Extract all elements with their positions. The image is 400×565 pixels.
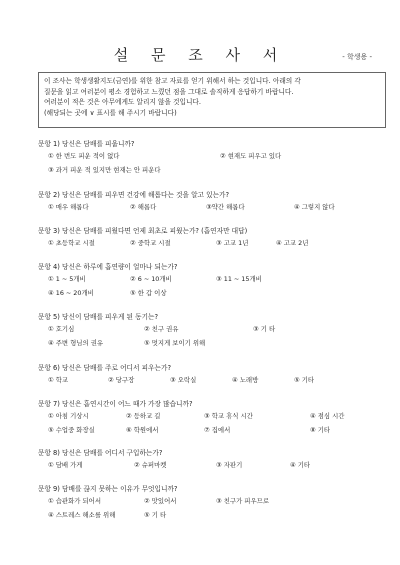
answer-option[interactable]: ② 현재도 피우고 있다: [220, 152, 282, 160]
option-row: [38, 460, 388, 472]
answer-option[interactable]: ② 등하교 길: [126, 412, 161, 420]
answer-option[interactable]: ③ 과거 피운 적 있지만 현재는 안 피운다: [48, 166, 161, 174]
answer-option[interactable]: ④ 기타: [290, 461, 311, 469]
question-7: [38, 400, 388, 437]
intro-line: 여러분이 적은 것은 아무에게도 알리지 않을 것입니다.: [44, 98, 202, 106]
question-8: [38, 449, 388, 472]
question-text: 문항 9) 담배를 끊지 못하는 이유가 무엇입니까?: [38, 485, 178, 493]
question-9: [38, 485, 388, 522]
answer-option[interactable]: ⑧ 기타: [310, 426, 331, 434]
answer-option[interactable]: ③ 오락실: [170, 376, 197, 384]
answer-option[interactable]: ④ 주변 형님의 권유: [48, 339, 104, 347]
question-5: [38, 313, 388, 350]
question-text: 문항 1) 당신은 담배를 피웁니까?: [38, 140, 135, 148]
answer-option[interactable]: ④ 그렇지 않다: [294, 203, 335, 211]
option-row: [38, 238, 388, 250]
answer-option[interactable]: ② 당구장: [108, 376, 135, 384]
question-4: [38, 263, 388, 300]
answer-option[interactable]: ① 아침 기상시: [48, 412, 89, 420]
intro-box: [38, 72, 386, 128]
question-6: [38, 364, 388, 387]
option-row: [38, 425, 388, 437]
answer-option[interactable]: ① 매우 해롭다: [48, 203, 89, 211]
answer-option[interactable]: ③ 기 타: [253, 325, 276, 333]
answer-option[interactable]: ⑥ 학원에서: [126, 426, 159, 434]
answer-option[interactable]: ① 담배 가게: [48, 461, 83, 469]
answer-option[interactable]: ② 맛있어서: [144, 497, 177, 505]
intro-line: 이 조사는 학생생활지도(금연)를 위한 참고 자료를 얻기 위해서 하는 것입니다. 아래의 각: [44, 77, 301, 85]
question-3: [38, 227, 388, 250]
answer-option[interactable]: ③ 학교 휴식 시간: [204, 412, 253, 420]
intro-line: 질문을 읽고 여러분이 평소 경험하고 느꼈던 점을 그대로 솔직하게 응답하기 바랍니다.: [44, 87, 294, 96]
answer-option[interactable]: ② 슈퍼마켓: [134, 461, 167, 469]
answer-option[interactable]: ① 초등학교 시절: [48, 239, 95, 247]
question-text: 문항 4) 당신은 하루에 흡연량이 얼마나 되는가?: [38, 263, 178, 271]
answer-option[interactable]: ④ 고교 2년: [276, 239, 309, 247]
answer-option[interactable]: ⑤ 기타: [294, 376, 315, 384]
option-row: [38, 375, 388, 387]
answer-option[interactable]: ① 한 번도 피운 적이 없다: [48, 152, 120, 160]
answer-option[interactable]: ② 친구 권유: [144, 325, 179, 333]
answer-option[interactable]: ② 6 ~ 10개비: [130, 275, 172, 283]
option-row: [38, 324, 388, 336]
answer-option[interactable]: ③ 11 ~ 15개비: [216, 275, 262, 283]
survey-title: 설 문 조 사 서: [113, 46, 287, 64]
answer-option[interactable]: ④ 노래방: [232, 376, 259, 384]
answer-option[interactable]: ⑤ 멋지게 보이기 위해: [144, 339, 206, 347]
question-text: 문항 7) 당신은 흡연시간이 어느 때가 가장 많습니까?: [38, 400, 193, 408]
answer-option[interactable]: ① 학교: [48, 376, 69, 384]
answer-option[interactable]: ③약간 해롭다: [206, 203, 245, 211]
option-row: [38, 274, 388, 286]
answer-option[interactable]: ⑤ 한 갑 이상: [130, 289, 167, 297]
question-1: [38, 140, 388, 177]
option-row: [38, 338, 388, 350]
answer-option[interactable]: ① 습관화가 되어서: [48, 497, 102, 505]
option-row: [38, 151, 388, 163]
answer-option[interactable]: ① 1 ~ 5개비: [48, 275, 86, 283]
question-text: 문항 6) 당신은 담배를 주로 어디서 피우는가?: [38, 364, 171, 372]
answer-option[interactable]: ① 호기심: [48, 325, 75, 333]
answer-option[interactable]: ④ 16 ~ 20개비: [48, 289, 94, 297]
question-text: 문항 3) 당신은 담배를 피웠다면 언제 최초로 피웠는가? (흡연자만 대답): [38, 227, 248, 235]
answer-option[interactable]: ② 해롭다: [130, 203, 157, 211]
answer-option[interactable]: ③ 자판기: [216, 461, 243, 469]
answer-option[interactable]: ③ 친구가 피우므로: [216, 497, 270, 505]
answer-option[interactable]: ④ 스트레스 해소를 위해: [48, 511, 116, 519]
option-row: [38, 165, 388, 177]
option-row: [38, 411, 388, 423]
option-row: [38, 288, 388, 300]
question-text: 문항 8) 당신은 담배를 어디서 구입하는가?: [38, 449, 163, 457]
option-row: [38, 496, 388, 508]
question-text: 문항 5) 당신이 담배를 피우게 된 동기는?: [38, 313, 159, 321]
answer-option[interactable]: ④ 점심 시간: [310, 412, 345, 420]
question-2: [38, 191, 388, 214]
intro-instruction: (해당되는 곳에 ∨ 표시를 해 주시기 바랍니다): [44, 108, 177, 117]
answer-option[interactable]: ③ 고교 1년: [216, 239, 249, 247]
answer-option[interactable]: ⑤ 기 타: [144, 511, 167, 519]
answer-option[interactable]: ⑦ 집에서: [204, 426, 231, 434]
option-row: [38, 202, 388, 214]
answer-option[interactable]: ⑤ 수업중 화장실: [48, 426, 95, 434]
survey-subtitle: - 학생용 -: [342, 53, 372, 61]
answer-option[interactable]: ② 중학교 시절: [130, 239, 171, 247]
question-text: 문항 2) 당신은 담배를 피우면 건강에 해롭다는 것을 알고 있는가?: [38, 191, 230, 199]
option-row: [38, 510, 388, 522]
